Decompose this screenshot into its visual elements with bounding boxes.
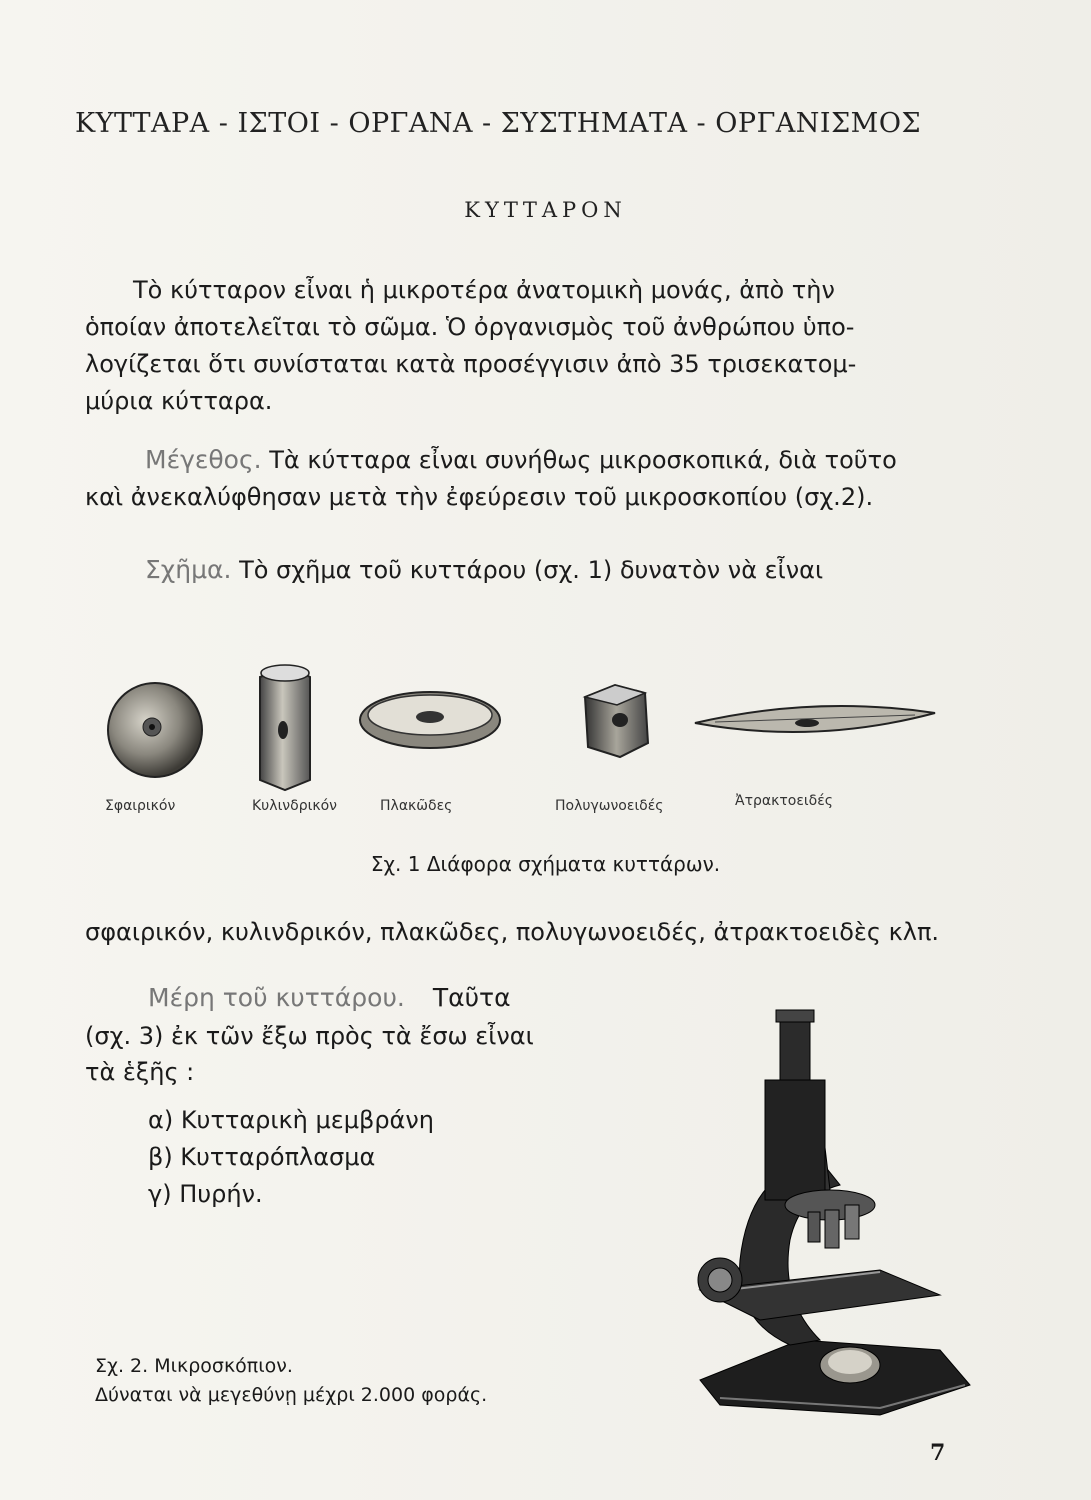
parts-heading-line [148,983,511,1012]
size-paragraph [85,441,985,516]
microscope-figure [680,1000,980,1420]
list-item: α) Κυτταρικὴ μεμβράνη [148,1106,434,1134]
intro-line: μύρια κύτταρα. [85,387,273,415]
shape-paragraph [145,551,985,589]
shape-heading: Σχῆμα. [145,555,232,584]
label-polygonal: Πολυγωνοειδές [555,798,664,814]
cell-shapes-illustration [95,655,995,825]
parts-text [85,1018,534,1090]
flat-cell-icon [360,692,500,748]
label-cylindrical: Κυλινδρικόν [252,798,337,814]
label-flat: Πλακῶδες [380,798,453,814]
figure2-caption-line-2: Δύναται νὰ μεγεθύνῃ μέχρι 2.000 φοράς. [95,1384,488,1406]
figure2-caption [95,1352,487,1410]
cylindrical-cell-icon [260,665,310,790]
parts-heading: Μέρη τοῦ κυττάρου. [148,983,405,1012]
size-heading: Μέγεθος. [145,445,262,474]
page-number: 7 [930,1440,946,1466]
label-spherical: Σφαιρικόν [105,798,176,814]
parts-heading-tail: Ταῦτα [432,983,511,1012]
parts-line-3: τὰ ἑξῆς : [85,1058,195,1086]
intro-line: ὁποίαν ἀποτελεῖται τὸ σῶμα. Ὁ ὀργανισμὸς τοῦ ἀνθρώπου ὑπο- [85,313,855,341]
label-spindle: Ἀτρακτοειδές [735,793,834,809]
chapter-header: ΚΥΤΤΑΡΑ - ΙΣΤΟΙ - ΟΡΓΑΝΑ - ΣΥΣΤΗΜΑΤΑ - ΟΡΓΑΝΙΣΜΟΣ [75,108,922,139]
figure2-caption-line-1: Σχ. 2. Μικροσκόπιον. [95,1355,293,1377]
microscope-illustration [680,1000,980,1420]
section-title: ΚΥΤΤΑΡΟΝ [464,198,627,222]
shapes-summary: σφαιρικόν, κυλινδρικόν, πλακῶδες, πολυγωνοειδές, ἀτρακτοειδὲς κλπ. [85,918,940,946]
intro-line: λογίζεται ὅτι συνίσταται κατὰ προσέγγισιν ἀπὸ 35 τρισεκατομ- [85,350,857,378]
list-item: β) Κυτταρόπλασμα [148,1143,376,1171]
figure1-caption: Σχ. 1 Διάφορα σχήματα κυττάρων. [370,852,721,876]
spindle-cell-icon [695,706,935,732]
intro-paragraph [85,272,965,420]
spherical-cell-icon [108,683,202,777]
intro-line: Τὸ κύτταρον εἶναι ἡ μικροτέρα ἀνατομικὴ μονάς, ἀπὸ τὴν [133,276,835,304]
cell-parts-list [148,1102,434,1213]
shape-line-1: Τὸ σχῆμα τοῦ κυττάρου (σχ. 1) δυνατὸν νὰ εἶναι [239,556,824,584]
polygonal-cell-icon [585,685,648,757]
list-item: γ) Πυρήν. [148,1180,263,1208]
size-line-1: Τὰ κύτταρα εἶναι συνήθως μικροσκοπικά, διὰ τοῦτο [269,446,897,474]
size-line-2: καὶ ἀνεκαλύφθησαν μετὰ τὴν ἐφεύρεσιν τοῦ μικροσκοπίου (σχ.2). [85,483,874,511]
parts-line-2: (σχ. 3) ἐκ τῶν ἔξω πρὸς τὰ ἔσω εἶναι [85,1022,534,1050]
cell-shapes-figure [95,655,995,825]
